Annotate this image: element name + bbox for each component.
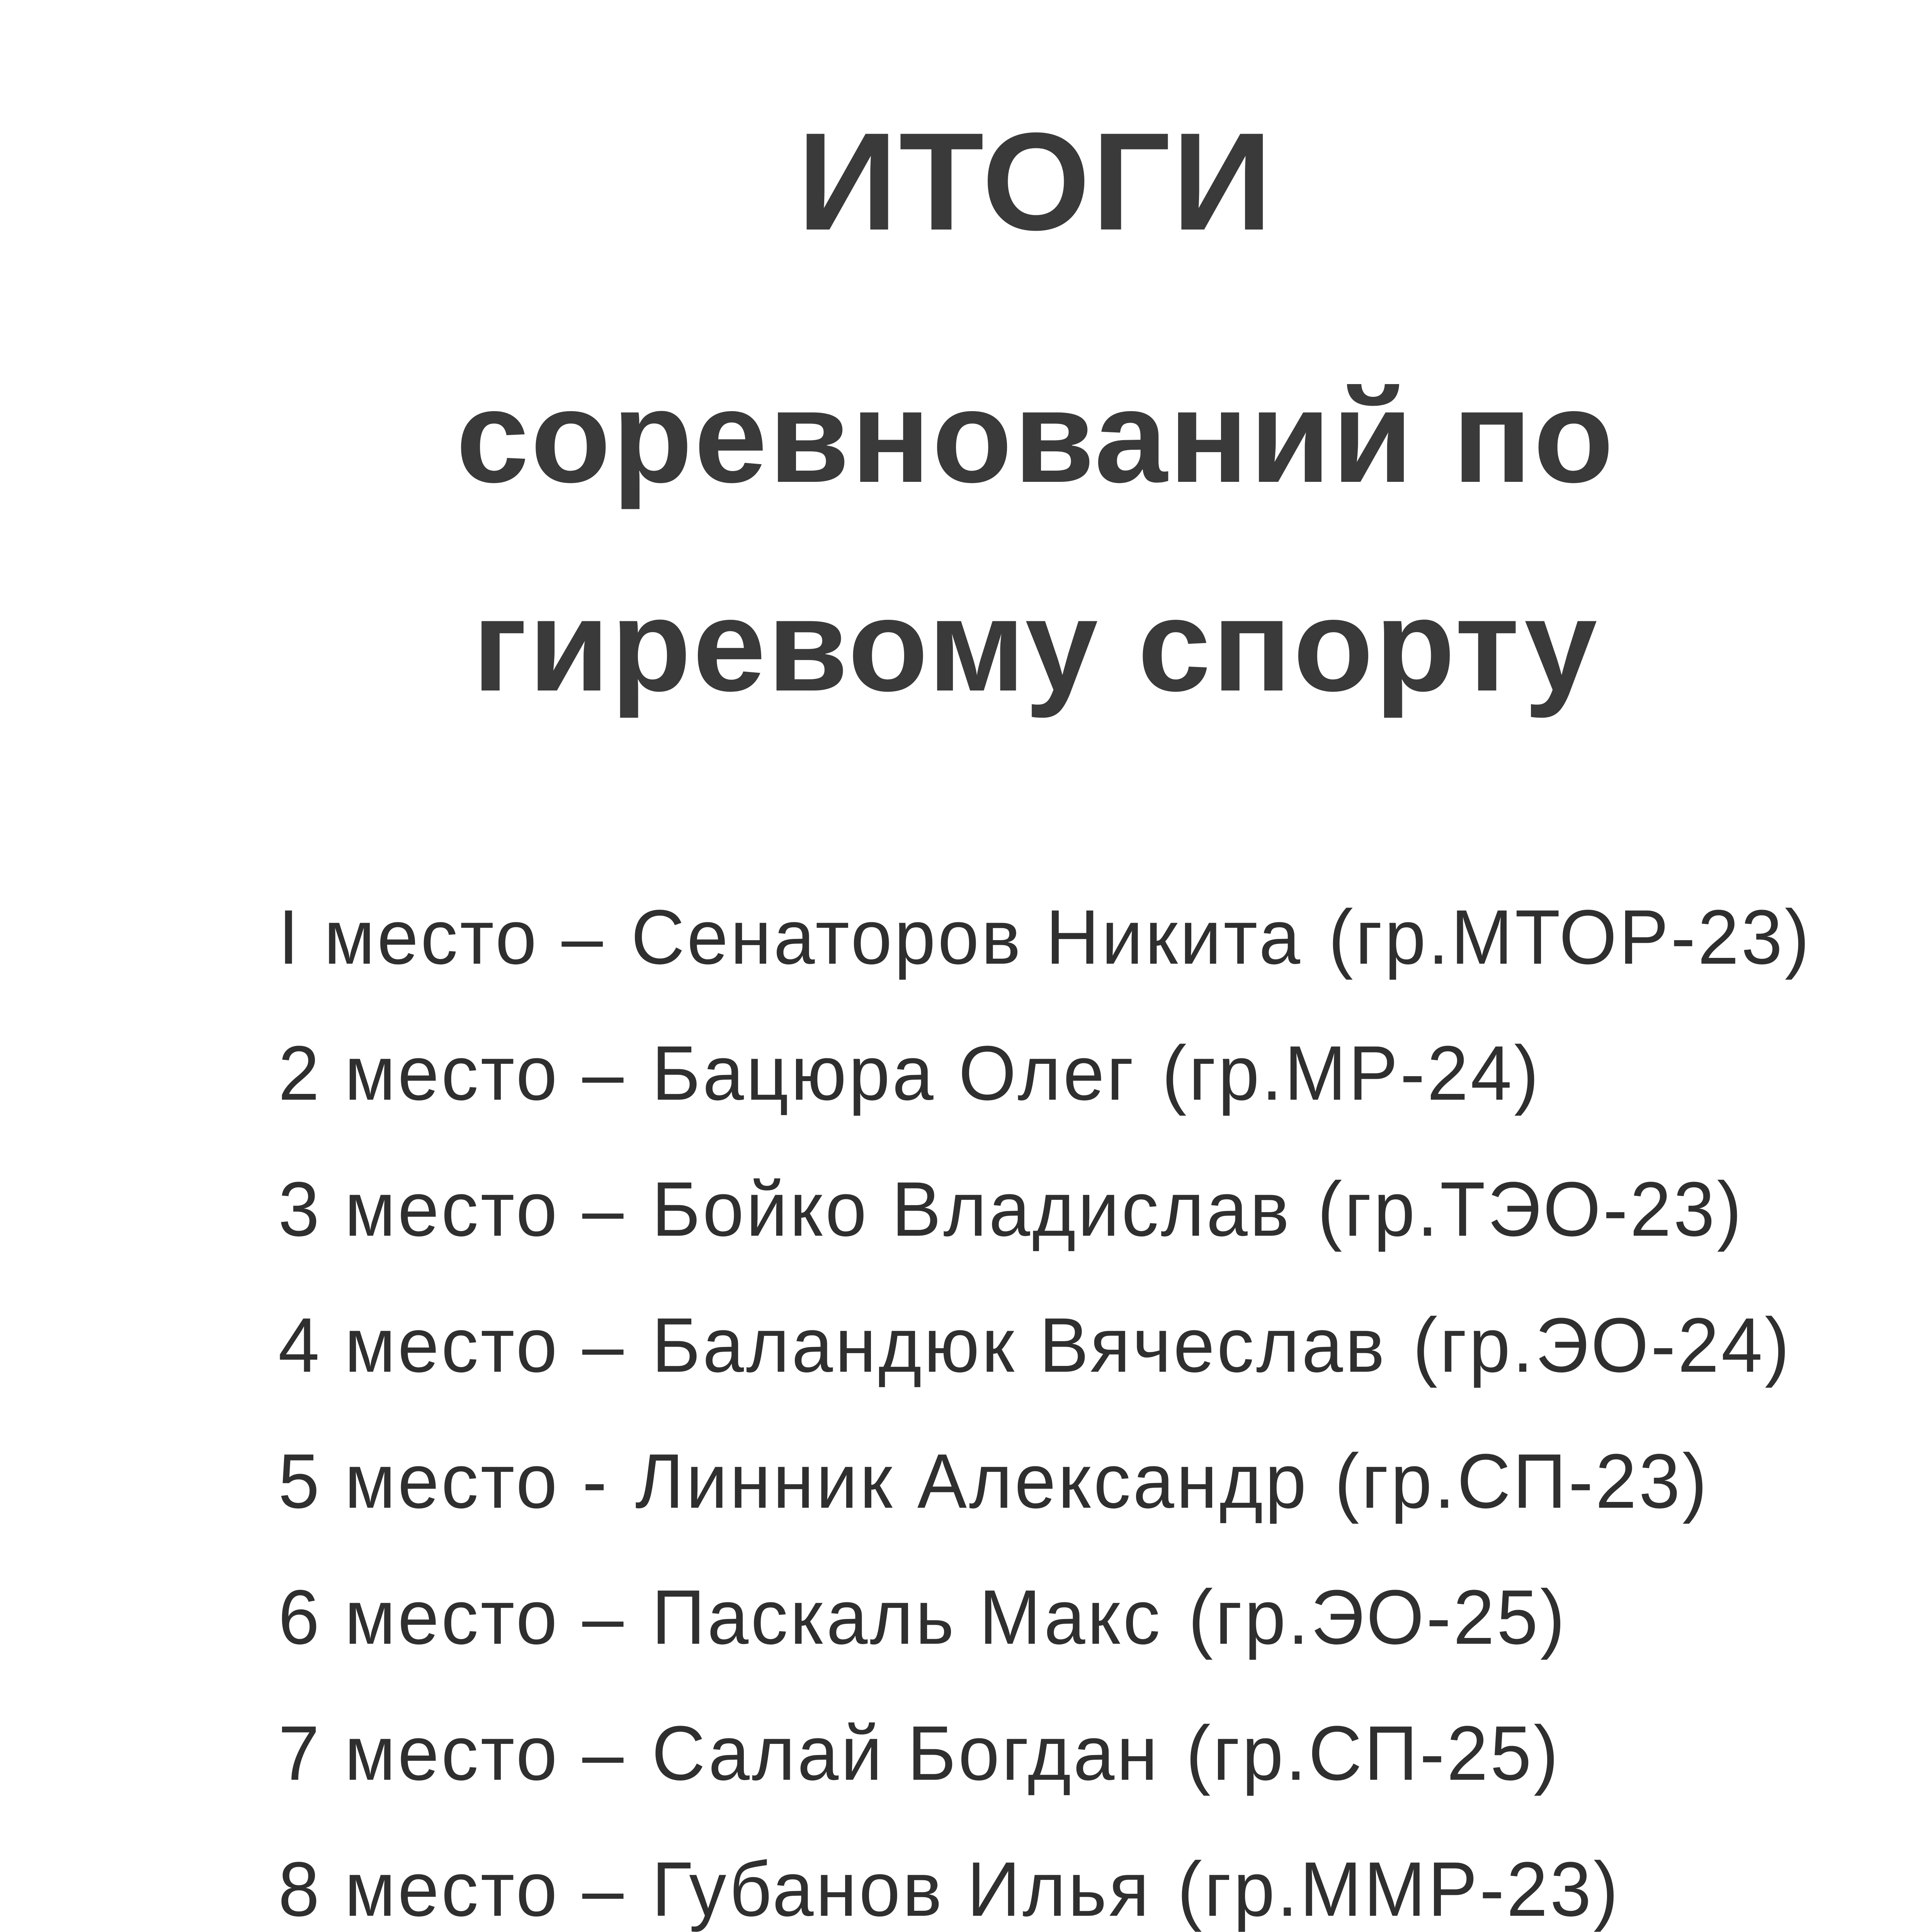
result-row-2 xyxy=(278,1005,1836,1141)
result-place: 3 место – xyxy=(278,1166,626,1252)
document-subtitle xyxy=(50,332,1932,750)
result-group: (гр.ТЭО-23) xyxy=(1317,1166,1744,1252)
result-place: 2 место – xyxy=(278,1030,626,1116)
result-place: 7 место – xyxy=(278,1710,626,1796)
result-name: Баландюк Вячеслав xyxy=(651,1302,1387,1388)
result-row-1 xyxy=(278,869,1836,1005)
result-name: Бацюра Олег xyxy=(651,1030,1136,1116)
result-group: (гр.ЭО-25) xyxy=(1188,1574,1567,1660)
subtitle-line-2: гиревому спорту xyxy=(472,572,1599,719)
result-place: 6 место – xyxy=(278,1574,626,1660)
result-group: (гр.ЭО-24) xyxy=(1413,1302,1792,1388)
result-name: Паскаль Макс xyxy=(651,1574,1162,1660)
result-place: 4 место – xyxy=(278,1302,626,1388)
subtitle-line-1: соревнований по xyxy=(456,363,1616,510)
result-row-8 xyxy=(278,1821,1836,1932)
result-row-6 xyxy=(278,1549,1836,1685)
result-row-3 xyxy=(278,1141,1836,1277)
result-group: (гр.МТОР-23) xyxy=(1328,894,1812,980)
result-name: Губанов Илья xyxy=(651,1846,1151,1932)
result-group: (гр.ММР-23) xyxy=(1177,1846,1621,1932)
result-row-7 xyxy=(278,1685,1836,1821)
result-row-4 xyxy=(278,1277,1836,1413)
result-group: (гр.СП-25) xyxy=(1186,1710,1561,1796)
result-row-5 xyxy=(278,1413,1836,1549)
result-name: Салай Богдан xyxy=(651,1710,1160,1796)
document-title: ИТОГИ xyxy=(797,104,1274,259)
results-list xyxy=(278,869,1901,1932)
result-group: (гр.СП-23) xyxy=(1334,1438,1709,1524)
result-name: Бойко Владислав xyxy=(651,1166,1292,1252)
result-group: (гр.МР-24) xyxy=(1162,1030,1541,1116)
result-place: 8 место – xyxy=(278,1846,626,1932)
result-name: Линник Александр xyxy=(635,1438,1309,1524)
result-place: I место – xyxy=(278,894,605,980)
result-place: 5 место - xyxy=(278,1438,609,1524)
result-name: Сенаторов Никита xyxy=(631,894,1303,980)
